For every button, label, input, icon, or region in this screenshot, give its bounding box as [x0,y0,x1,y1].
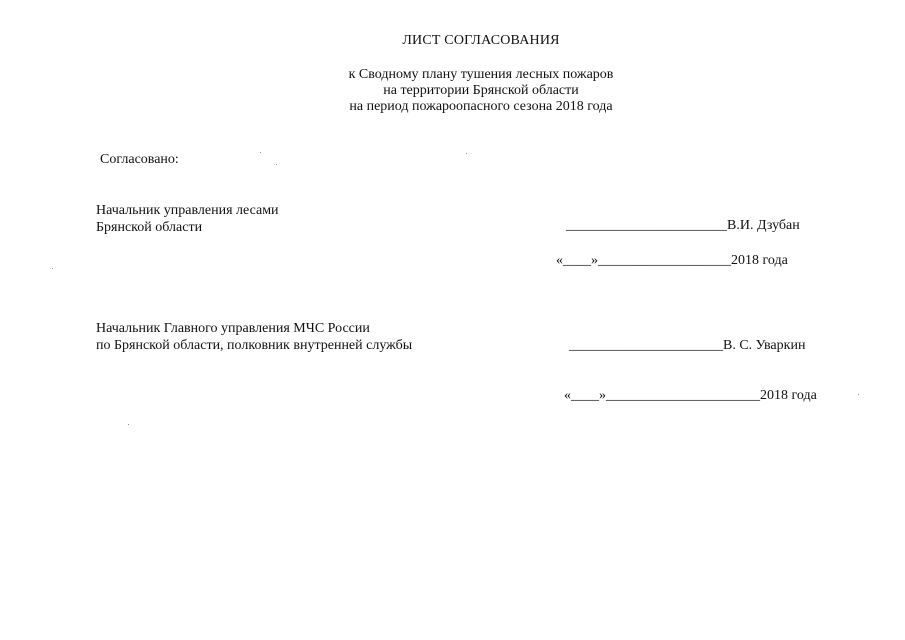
scan-speck [858,394,859,395]
scan-speck [260,152,261,153]
approval-1-signature-line: _______________________В.И. Дзубан [566,218,800,233]
scan-speck [52,268,53,269]
subtitle-line: на период пожароопасного сезона 2018 года [349,99,613,114]
position-line: Брянской области [96,220,203,235]
scan-speck [128,424,129,425]
position-line: Начальник управления лесами [96,203,279,218]
document-subtitle [0,67,905,115]
scan-speck [276,164,277,165]
approval-1-date-line: «____»___________________2018 года [556,253,788,268]
document-title: ЛИСТ СОГЛАСОВАНИЯ [402,33,560,48]
approval-2-date-line: «____»______________________2018 года [564,388,817,403]
scan-speck [466,153,467,154]
position-line: по Брянской области, полковник внутренней службы [96,338,413,353]
subtitle-line: к Сводному плану тушения лесных пожаров [348,67,614,82]
approval-1-position [96,202,279,236]
subtitle-line: на территории Брянской области [383,83,579,98]
position-line: Начальник Главного управления МЧС России [96,321,370,336]
approved-label: Согласовано: [100,152,179,167]
approval-2-position [96,320,412,354]
approval-2-signature-line: ______________________В. С. Уваркин [569,338,806,353]
